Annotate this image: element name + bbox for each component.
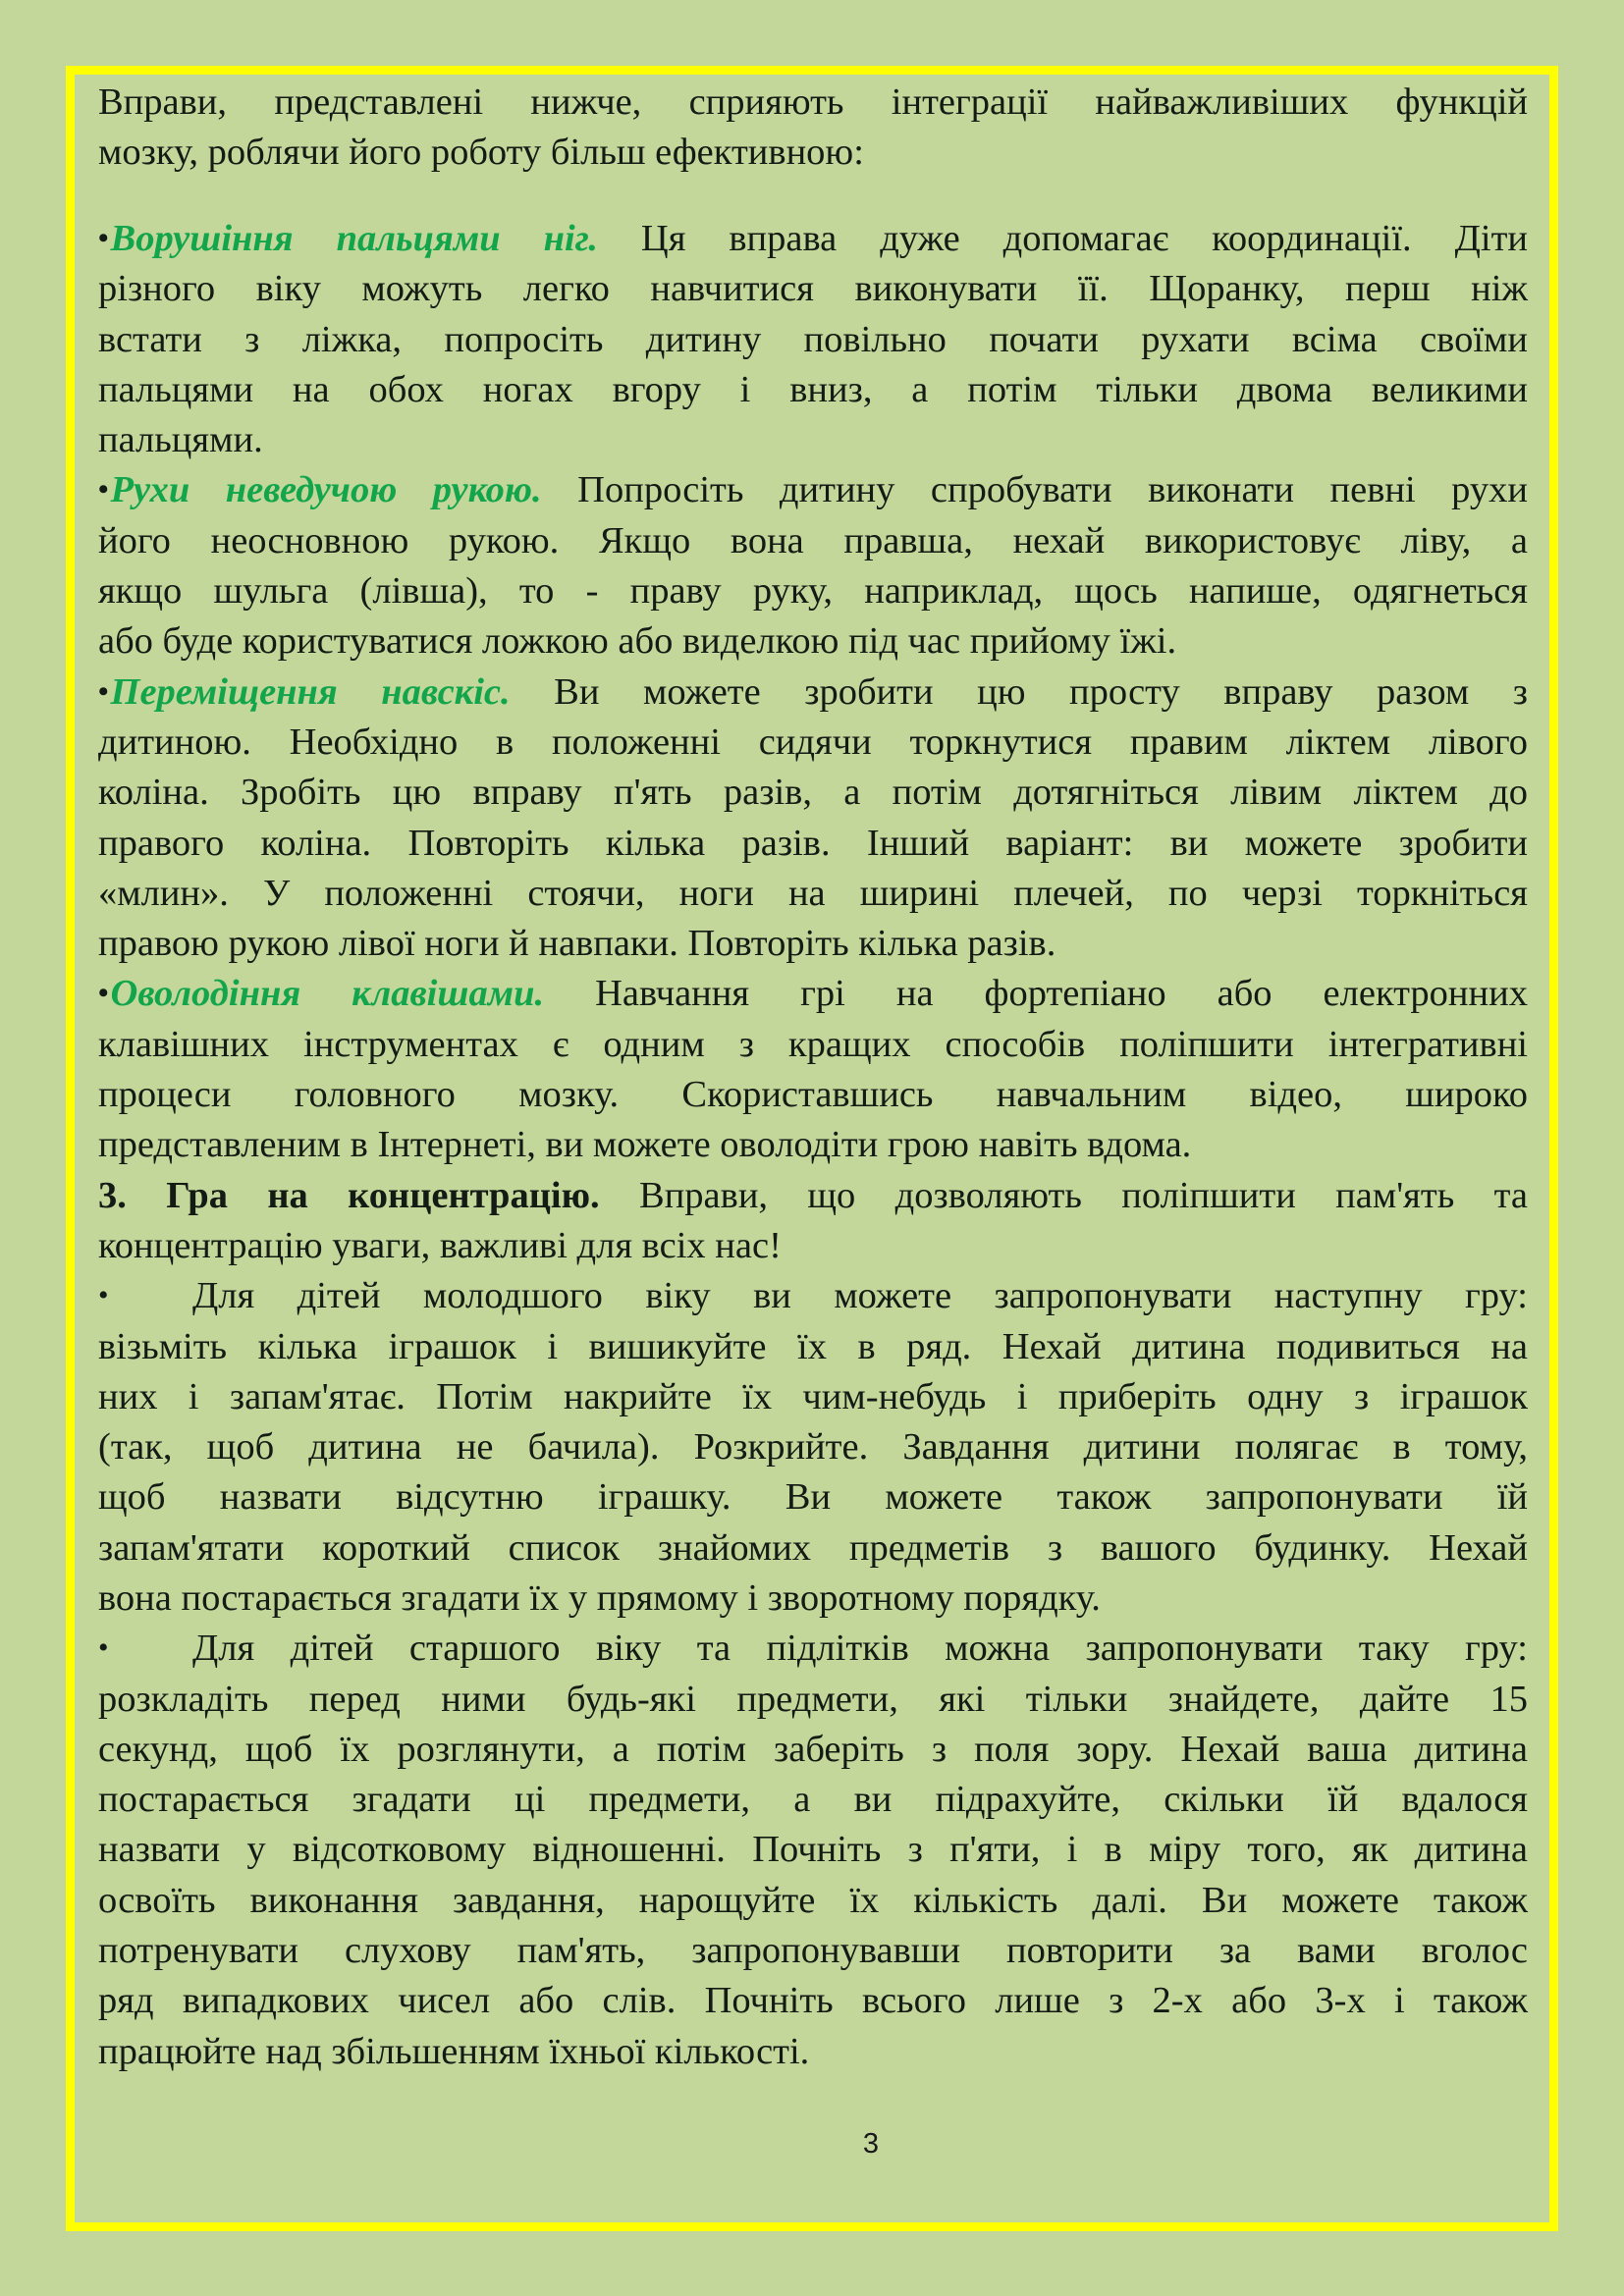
exercise-line: або буде користуватися ложкою або виделкою під час прийому їжі.: [98, 620, 1177, 663]
game-line: ряд випадкових чисел або слів. Почніть всього лише з 2-х або 3-х і також: [98, 1980, 1528, 2022]
game-line: секунд, щоб їх розглянути, а потім заберіть з поля зору. Нехай ваша дитина: [98, 1728, 1528, 1770]
exercise-first-line: [98, 465, 1528, 515]
bullet-icon: •: [98, 221, 109, 254]
game-line: працюйте над збільшенням їхньої кількості.: [98, 2030, 810, 2072]
exercise-line: клавішних інструментах є одним з кращих способів поліпшити інтегративні: [98, 1023, 1528, 1065]
exercise-line: представленим в Інтернеті, ви можете оволодіти грою навіть вдома.: [98, 1124, 1192, 1166]
game-line: запам'ятати короткий список знайомих предметів з вашого будинку. Нехай: [98, 1526, 1528, 1569]
game-text: Для дітей старшого віку та підлітків можна запропонувати таку гру:: [192, 1628, 1528, 1670]
exercise-line: «млин». У положенні стоячи, ноги на ширині плечей, по черзі торкніться: [98, 872, 1528, 914]
exercise-line: дитиною. Необхідно в положенні сидячи торкнутися правим ліктем лівого: [98, 721, 1528, 763]
game-line: потренувати слухову пам'ять, запропонувавши повторити за вами вголос: [98, 1930, 1528, 1972]
intro-line: Вправи, представлені нижче, сприяють інтеграції найважливіших функцій: [98, 81, 1528, 123]
intro-line: мозку, роблячи його роботу більш ефективною:: [98, 132, 864, 174]
exercise-line: його неосновною рукою. Якщо вона правша, нехай використовує ліву, а: [98, 519, 1528, 561]
bullet-icon: •: [98, 473, 109, 507]
exercise-text: Навчання грі на фортепіано або електронних: [595, 973, 1528, 1015]
page-number: 3: [862, 2128, 880, 2160]
section-line: концентрацію уваги, важливі для всіх нас!: [98, 1224, 782, 1266]
game-line: них і запам'ятає. Потім накрийте їх чим-небудь і приберіть одну з іграшок: [98, 1375, 1528, 1417]
exercise-title: Ворушіння пальцями ніг.: [110, 217, 598, 259]
paragraph-gap: [98, 179, 1528, 214]
exercise-line: якщо шульга (лівша), то - праву руку, наприклад, щось напише, одягнеться: [98, 570, 1528, 613]
game-line: вона постарається згадати їх у прямому і зворотному порядку.: [98, 1577, 1101, 1619]
game-text: Для дітей молодшого віку ви можете запропонувати наступну гру:: [192, 1275, 1528, 1317]
exercise-line: коліна. Зробіть цю вправу п'ять разів, а потім дотягніться лівим ліктем до: [98, 772, 1528, 814]
exercise-line: пальцями на обох ногах вгору і вниз, а потім тільки двома великими: [98, 368, 1528, 410]
bullet-icon: •: [98, 674, 109, 708]
game-first-line: [98, 1624, 1528, 1674]
exercise-title: Переміщення навскіс.: [110, 670, 511, 713]
exercise-first-line: [98, 214, 1528, 264]
exercise-line: різного віку можуть легко навчитися виконувати її. Щоранку, перш ніж: [98, 268, 1528, 310]
exercise-text: Попросіть дитину спробувати виконати певні рухи: [577, 469, 1529, 511]
exercise-first-line: [98, 667, 1528, 718]
exercise-line: пальцями.: [98, 419, 263, 461]
section-intro-text: Вправи, що дозволяють поліпшити пам'ять та: [639, 1174, 1528, 1216]
exercise-item: [98, 969, 1528, 1170]
exercise-line: правою рукою лівої ноги й навпаки. Повторіть кілька разів.: [98, 923, 1056, 965]
game-line: розкладіть перед ними будь-які предмети, які тільки знайдете, дайте 15: [98, 1678, 1528, 1720]
game-item: [98, 1271, 1528, 1624]
exercise-first-line: [98, 969, 1528, 1019]
game-line: постарається згадати ці предмети, а ви підрахуйте, скільки їй вдалося: [98, 1779, 1528, 1821]
game-item: [98, 1624, 1528, 2077]
bullet-icon: •: [98, 1279, 109, 1312]
game-line: освоїть виконання завдання, нарощуйте їх кількість далі. Ви можете також: [98, 1879, 1528, 1921]
bullet-icon: •: [98, 1631, 109, 1665]
exercise-item: [98, 465, 1528, 667]
exercise-text: Ви можете зробити цю просту вправу разом з: [554, 670, 1528, 713]
section-heading-line: [98, 1171, 1528, 1221]
game-line: назвати у відсотковому відношенні. Почніть з п'яти, і в міру того, як дитина: [98, 1829, 1528, 1871]
exercise-item: [98, 667, 1528, 970]
game-first-line: [98, 1271, 1528, 1321]
game-line: (так, щоб дитина не бачила). Розкрийте. Завдання дитини полягає в тому,: [98, 1426, 1528, 1468]
bullet-icon: •: [98, 977, 109, 1010]
exercise-line: процеси головного мозку. Скориставшись навчальним відео, широко: [98, 1074, 1528, 1116]
exercise-line: правого коліна. Повторіть кілька разів. Інший варіант: ви можете зробити: [98, 822, 1528, 864]
section-3: [98, 1171, 1528, 2077]
exercise-text: Ця вправа дуже допомагає координації. Діти: [640, 217, 1528, 259]
exercise-title: Оволодіння клавішами.: [110, 973, 545, 1015]
exercise-line: встати з ліжка, попросіть дитину повільно почати рухати всіма своїми: [98, 318, 1528, 360]
section-heading: 3. Гра на концентрацію.: [98, 1174, 600, 1216]
game-line: візьміть кілька іграшок і вишикуйте їх в ряд. Нехай дитина подивиться на: [98, 1325, 1528, 1367]
game-line: щоб назвати відсутню іграшку. Ви можете також запропонувати їй: [98, 1476, 1528, 1519]
exercise-title: Рухи неведучою рукою.: [110, 469, 542, 511]
exercise-item: [98, 214, 1528, 465]
intro-paragraph: [98, 78, 1528, 179]
page-content: [98, 78, 1528, 2077]
